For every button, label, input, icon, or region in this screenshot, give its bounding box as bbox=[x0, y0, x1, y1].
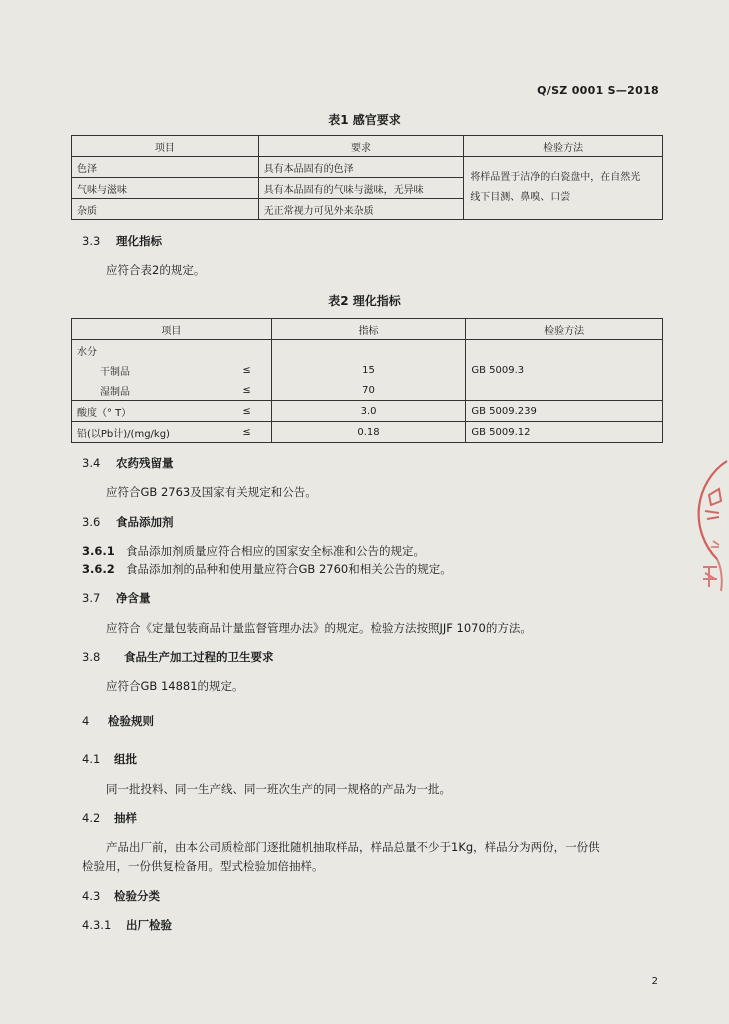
table2-caption: 表2 理化指标 bbox=[328, 294, 401, 308]
table2-item: 干制品 bbox=[72, 360, 202, 380]
table2-operator: ≤ bbox=[201, 422, 271, 443]
section-title: 出厂检验 bbox=[126, 918, 173, 932]
section-3-6-2 bbox=[82, 561, 452, 577]
table1-header-item: 项目 bbox=[72, 136, 259, 157]
section-title: 净含量 bbox=[116, 591, 151, 605]
table1-requirement: 无正常视力可见外来杂质 bbox=[258, 199, 464, 220]
table1-method-cell bbox=[464, 157, 663, 220]
section-number: 3.8 bbox=[82, 650, 101, 664]
table2-method: GB 5009.239 bbox=[466, 401, 663, 422]
table2-item: 湿制品 bbox=[72, 380, 202, 401]
table1-caption: 表1 感官要求 bbox=[328, 113, 401, 127]
section-number: 4 bbox=[82, 714, 90, 728]
table2-item: 酸度（° T） bbox=[72, 401, 202, 422]
section-3-3-text: 应符合表2的规定。 bbox=[106, 263, 206, 277]
table1-requirement: 具有本品固有的气味与滋味，无异味 bbox=[258, 178, 464, 199]
document-id: Q/SZ 0001 S—2018 bbox=[537, 84, 659, 97]
table2-moisture-label: 水分 bbox=[72, 340, 272, 361]
table2-method: GB 5009.12 bbox=[466, 422, 663, 443]
section-3-4-text: 应符合GB 2763及国家有关规定和公告。 bbox=[106, 485, 317, 499]
table2-operator: ≤ bbox=[201, 380, 271, 401]
table2-value: 70 bbox=[271, 380, 466, 401]
section-number: 3.6.1 bbox=[82, 544, 115, 558]
section-3-6-heading bbox=[82, 514, 174, 530]
section-4-1-heading bbox=[82, 751, 137, 767]
section-4-3-1-heading bbox=[82, 917, 172, 933]
section-3-7-heading bbox=[82, 590, 151, 606]
section-title: 食品添加剂 bbox=[116, 515, 174, 529]
section-4-1-text: 同一批投料、同一生产线、同一班次生产的同一规格的产品为一批。 bbox=[106, 782, 451, 796]
table2-header-value: 指标 bbox=[271, 319, 466, 340]
table1-item: 气味与滋味 bbox=[72, 178, 259, 199]
section-3-3-heading bbox=[82, 233, 162, 249]
section-4-2-text-line1: 产品出厂前，由本公司质检部门逐批随机抽取样品，样品总量不少于1Kg，样品分为两份，一份供 bbox=[106, 840, 600, 854]
section-number: 3.4 bbox=[82, 456, 101, 470]
section-number: 3.7 bbox=[82, 591, 101, 605]
section-4-2-text-line2: 检验用，一份供复检备用。型式检验加倍抽样。 bbox=[82, 859, 324, 873]
table2-header-item: 项目 bbox=[72, 319, 272, 340]
section-4-2-heading bbox=[82, 810, 137, 826]
table1-method-line1: 将样品置于洁净的白瓷盘中，在自然光 bbox=[470, 172, 641, 183]
section-number: 3.6 bbox=[82, 515, 101, 529]
table-row bbox=[72, 340, 663, 361]
table2-value: 15 bbox=[271, 360, 466, 380]
section-title: 抽样 bbox=[114, 811, 138, 825]
table2-header-method: 检验方法 bbox=[466, 319, 663, 340]
section-title: 检验分类 bbox=[114, 889, 161, 903]
table2-physicochemical bbox=[71, 318, 663, 443]
table2-method: GB 5009.3 bbox=[466, 360, 663, 380]
page-number: 2 bbox=[651, 976, 658, 987]
section-text: 食品添加剂质量应符合相应的国家安全标准和公告的规定。 bbox=[126, 544, 425, 558]
table1-header-method: 检验方法 bbox=[464, 136, 663, 157]
table1-method-line2: 线下目测、鼻嗅、口尝 bbox=[470, 192, 571, 203]
section-text: 食品添加剂的品种和使用量应符合GB 2760和相关公告的规定。 bbox=[126, 562, 452, 576]
table2-operator: ≤ bbox=[201, 401, 271, 422]
table1-item: 杂质 bbox=[72, 199, 259, 220]
table1-item: 色泽 bbox=[72, 157, 259, 178]
table-row bbox=[72, 422, 663, 443]
table2-value: 3.0 bbox=[271, 401, 466, 422]
section-number: 4.3 bbox=[82, 889, 101, 903]
section-3-8-heading bbox=[82, 649, 274, 665]
table-row bbox=[72, 380, 663, 401]
section-3-4-heading bbox=[82, 455, 174, 471]
table2-operator: ≤ bbox=[201, 360, 271, 380]
section-number: 4.1 bbox=[82, 752, 101, 766]
section-3-8-text: 应符合GB 14881的规定。 bbox=[106, 679, 244, 693]
section-number: 3.6.2 bbox=[82, 562, 115, 576]
section-number: 3.3 bbox=[82, 234, 101, 248]
section-title: 组批 bbox=[114, 752, 138, 766]
table2-value: 0.18 bbox=[271, 422, 466, 443]
section-title: 理化指标 bbox=[116, 234, 163, 248]
section-3-7-text: 应符合《定量包装商品计量监督管理办法》的规定。检验方法按照JJF 1070的方法。 bbox=[106, 621, 532, 635]
section-number: 4.2 bbox=[82, 811, 101, 825]
seal-stamp-icon bbox=[687, 455, 729, 625]
section-title: 食品生产加工过程的卫生要求 bbox=[124, 650, 274, 664]
table2-header-row bbox=[72, 319, 663, 340]
table1-header-req: 要求 bbox=[258, 136, 464, 157]
section-3-6-1 bbox=[82, 543, 425, 559]
section-number: 4.3.1 bbox=[82, 918, 112, 932]
table1-header-row bbox=[72, 136, 663, 157]
section-title: 检验规则 bbox=[108, 714, 155, 728]
table1-requirement: 具有本品固有的色泽 bbox=[258, 157, 464, 178]
table2-method bbox=[466, 380, 663, 401]
table1-sensory bbox=[71, 135, 663, 220]
table-row bbox=[72, 157, 663, 178]
section-4-heading bbox=[82, 713, 154, 729]
table-row bbox=[72, 360, 663, 380]
section-4-3-heading bbox=[82, 888, 160, 904]
section-title: 农药残留量 bbox=[116, 456, 174, 470]
table-row bbox=[72, 401, 663, 422]
table2-item: 铅(以Pb计)/(mg/kg) bbox=[72, 422, 202, 443]
